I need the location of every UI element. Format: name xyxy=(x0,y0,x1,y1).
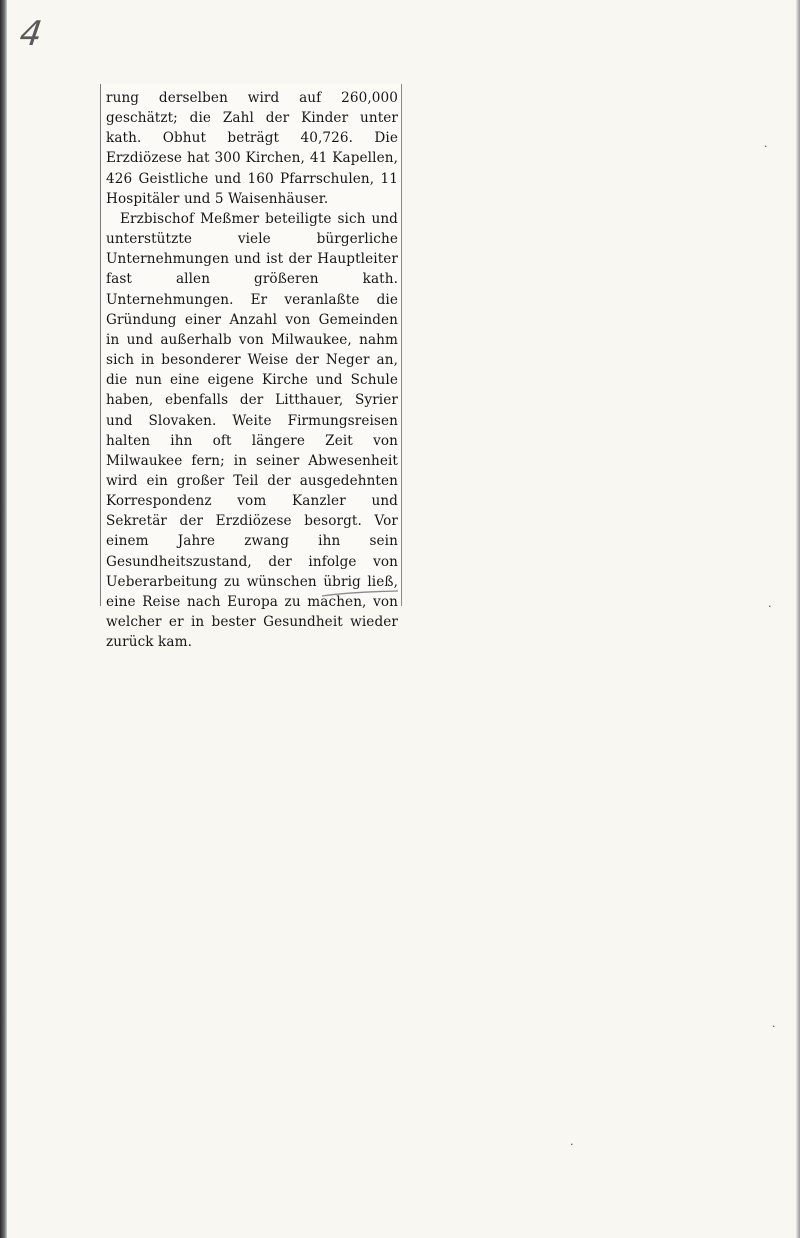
article-text xyxy=(106,88,398,652)
scan-speck-3: · xyxy=(772,1020,776,1033)
article-paragraph-2: Erzbischof Meßmer beteiligte sich und unterstützte viele bürgerliche Unternehmungen und ist der Hauptleiter fast allen größeren kath. Unternehmungen. Er veranlaßte die Gründung einer Anzahl von Gemeinden in und außerhalb von Milwaukee, nahm sich in besonderer Weise der Neger an, die nun eine eigene Kirche und Schule haben, ebenfalls der Litthauer, Syrier und Slovaken. Weite Firmungsreisen halten ihn oft längere Zeit von Milwaukee fern; in seiner Abwesenheit wird ein großer Teil der ausgedehnten Korrespondenz vom Kanzler und Sekretär der Erzdiözese besorgt. Vor einem Jahre zwang ihn sein Gesundheitszustand, der infolge von Ueberarbeitung zu wünschen übrig ließ, eine Reise nach Europa zu machen, von welcher er in bester Gesundheit wieder zurück kam. xyxy=(106,210,398,651)
page-number: 4 xyxy=(17,14,45,54)
page-binding-edge xyxy=(0,0,7,1238)
end-pencil-stroke xyxy=(320,590,400,598)
scan-speck-1: · xyxy=(764,140,768,153)
article-paragraph-1: rung derselben wird auf 260,000 geschätzt; die Zahl der Kinder unter kath. Obhut beträgt 40,726. Die Erzdiözese hat 300 Kirchen, 41 Kapellen, 426 Geistliche und 160 Pfarrschulen, 11 Hospitäler und 5 Waisenhäuser. xyxy=(106,90,398,207)
scan-speck-2: · xyxy=(768,600,772,613)
page-right-edge xyxy=(796,0,800,1238)
scan-speck-4: · xyxy=(570,1138,574,1151)
